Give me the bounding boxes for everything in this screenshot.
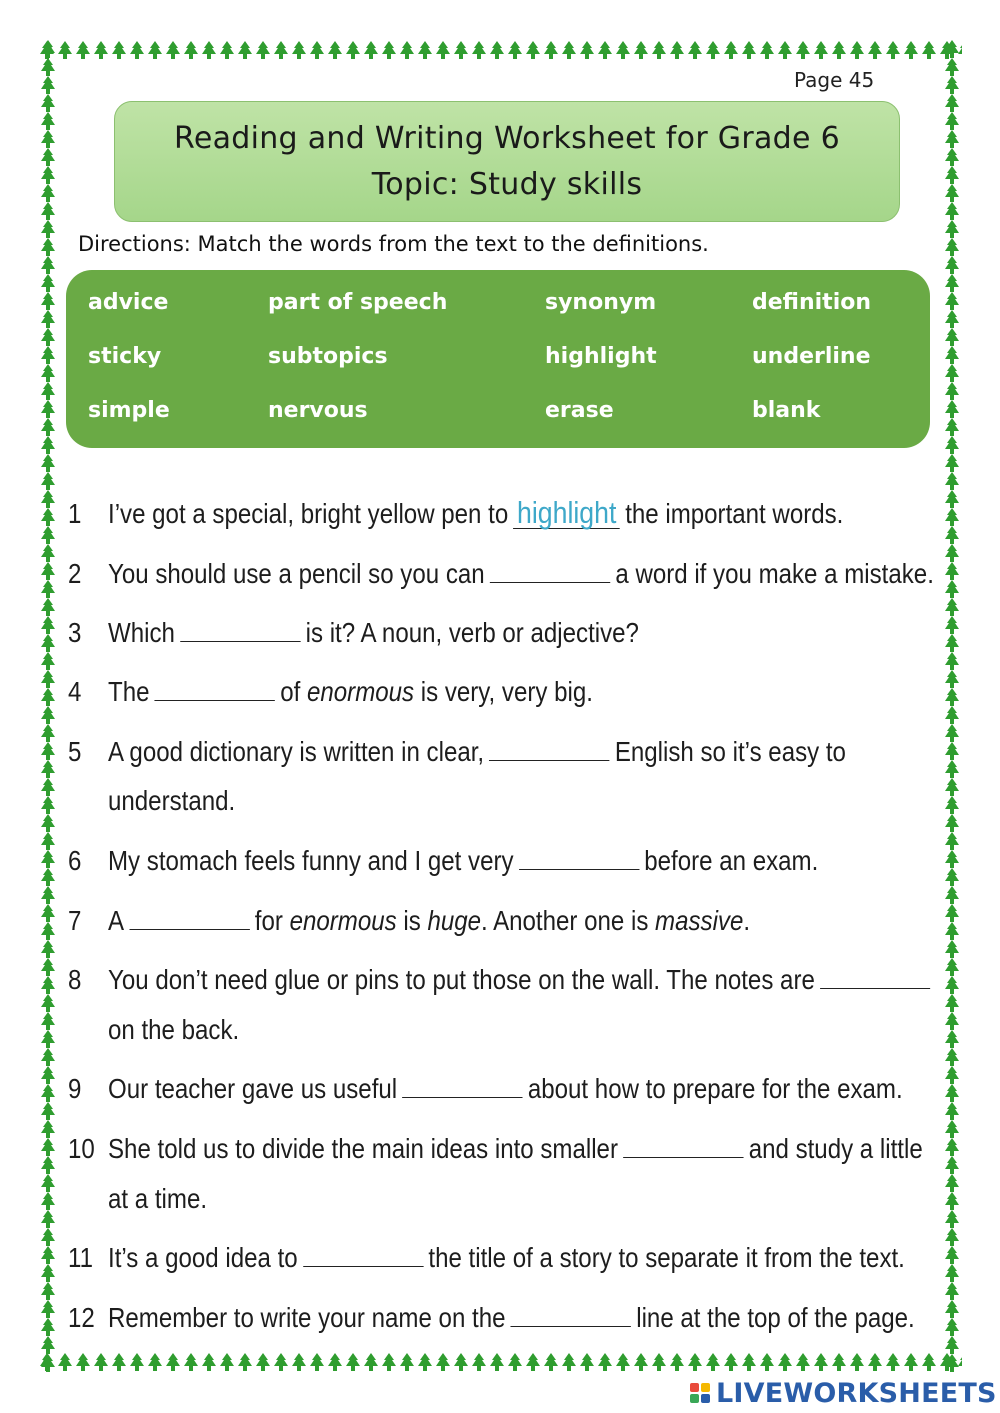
question-number: 1 [68, 498, 82, 529]
answer-blank-9[interactable] [402, 1079, 522, 1098]
question-5-continued: understand. [108, 785, 236, 816]
question-6: My stomach feels funny and I get very before an exam. [108, 845, 819, 876]
logo-square [690, 1383, 699, 1392]
answer-blank-1[interactable]: highlight [513, 498, 620, 529]
answer-blank-8[interactable] [820, 970, 930, 989]
logo-square [701, 1383, 710, 1392]
logo-text: LIVEWORKSHEETS [716, 1377, 997, 1409]
question-number: 7 [68, 905, 82, 936]
word-bank-item: erase [545, 398, 614, 423]
question-4: The of enormous is very, very big. [108, 676, 593, 707]
question-8-continued: on the back. [108, 1014, 240, 1045]
question-5: A good dictionary is written in clear, English so it’s easy to [108, 736, 846, 767]
tree-border-bottom [38, 1352, 962, 1372]
word-bank-item: subtopics [268, 344, 388, 369]
question-number: 11 [68, 1242, 94, 1273]
word-bank-item: part of speech [268, 290, 448, 315]
question-2: You should use a pencil so you can a word if you make a mistake. [108, 558, 934, 589]
logo-square [701, 1394, 710, 1403]
word-bank-item: synonym [545, 290, 657, 315]
answer-blank-7[interactable] [129, 911, 249, 930]
question-10: She told us to divide the main ideas into smaller and study a little [108, 1133, 923, 1164]
question-number: 5 [68, 736, 82, 767]
question-11: It’s a good idea to the title of a story to separate it from the text. [108, 1242, 905, 1273]
question-8: You don’t need glue or pins to put those on the wall. The notes are [108, 964, 935, 996]
question-number: 8 [68, 964, 82, 995]
answer-blank-4[interactable] [155, 682, 275, 701]
worksheet-topic: Topic: Study skills [371, 166, 643, 202]
question-1: I’ve got a special, bright yellow pen to highlight the important words. [108, 495, 844, 530]
title-box [114, 101, 900, 222]
word-bank-item: simple [88, 398, 170, 423]
logo-square [690, 1394, 699, 1403]
question-number: 12 [68, 1302, 95, 1333]
word-bank-item: underline [752, 344, 871, 369]
question-12: Remember to write your name on the line at the top of the page. [108, 1302, 915, 1333]
logo-squares-icon [690, 1383, 710, 1403]
question-number: 3 [68, 617, 82, 648]
question-9: Our teacher gave us useful about how to prepare for the exam. [108, 1073, 903, 1104]
question-3: Which is it? A noun, verb or adjective? [108, 617, 639, 648]
directions-text: Directions: Match the words from the text to the definitions. [78, 232, 709, 256]
question-number: 9 [68, 1073, 82, 1104]
question-number: 10 [68, 1133, 95, 1164]
tree-border-right [942, 40, 962, 1372]
word-bank [66, 270, 930, 448]
word-bank-item: nervous [268, 398, 368, 423]
question-10-continued: at a time. [108, 1183, 208, 1214]
word-bank-item: definition [752, 290, 872, 315]
answer-blank-5[interactable] [489, 742, 609, 761]
question-7: A for enormous is huge. Another one is massive. [108, 905, 751, 936]
answer-blank-12[interactable] [511, 1308, 631, 1327]
question-number: 6 [68, 845, 82, 876]
answer-blank-11[interactable] [303, 1248, 423, 1267]
word-bank-item: blank [752, 398, 821, 423]
liveworksheets-logo[interactable] [690, 1376, 997, 1410]
answer-blank-2[interactable] [490, 564, 610, 583]
word-bank-item: highlight [545, 344, 657, 369]
answer-blank-3[interactable] [180, 623, 300, 642]
tree-border-left [38, 40, 58, 1372]
page-number: Page 45 [794, 68, 875, 92]
word-bank-item: advice [88, 290, 169, 315]
answer-blank-6[interactable] [519, 851, 639, 870]
question-number: 4 [68, 676, 82, 707]
worksheet-title: Reading and Writing Worksheet for Grade 6 [174, 120, 840, 156]
tree-border-top [38, 40, 962, 60]
answer-blank-10[interactable] [623, 1139, 743, 1158]
question-number: 2 [68, 558, 82, 589]
word-bank-item: sticky [88, 344, 162, 369]
